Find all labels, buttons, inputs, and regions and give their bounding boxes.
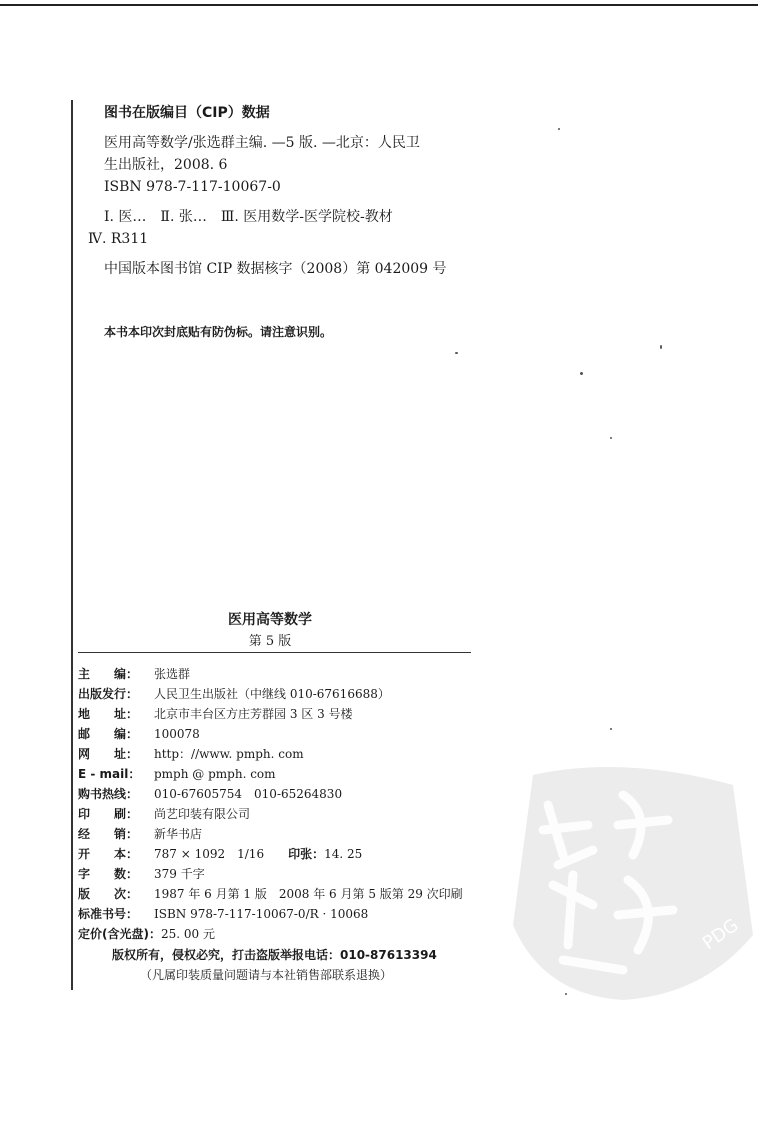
- info-label: 地 址：: [78, 707, 139, 721]
- info-row-distributor: [78, 824, 498, 844]
- returns-notice: （凡属印装质量问题请与本社销售部联系退换）: [140, 968, 393, 982]
- info-label: 购书热线：: [78, 787, 139, 801]
- info-value: 尚艺印装有限公司: [154, 807, 251, 821]
- info-value: 张选群: [154, 667, 191, 681]
- info-row-publisher: [78, 684, 498, 704]
- scan-speck: [610, 728, 612, 730]
- info-value: ISBN 978-7-117-10067-0/R · 10068: [154, 907, 369, 921]
- info-row-price: [78, 924, 498, 944]
- info-label: 出版发行：: [78, 687, 139, 701]
- info-value: 100078: [154, 727, 200, 741]
- info-value: 010-67605754 010-65264830: [154, 787, 343, 801]
- info-row-postcode: [78, 724, 498, 744]
- info-row-address: [78, 704, 498, 724]
- info-label: 版 次：: [78, 887, 139, 901]
- info-value: 25. 00 元: [160, 927, 215, 941]
- printed-sheets-label: 印张：: [288, 847, 325, 861]
- cip-title: 图书在版编目（CIP）数据: [104, 105, 270, 121]
- info-value: http：//www. pmph. com: [154, 747, 304, 761]
- info-value: 379 千字: [154, 867, 205, 881]
- printed-sheets-value: 14. 25: [324, 847, 363, 861]
- info-value: 新华书店: [154, 827, 203, 841]
- printed-sheets: [288, 844, 362, 864]
- info-row-printer: [78, 804, 498, 824]
- info-row-edition: [78, 884, 498, 904]
- scan-speck: [455, 352, 458, 354]
- info-row-isbn: [78, 904, 498, 924]
- pdg-watermark-text: PDG: [698, 914, 743, 955]
- cip-line-2: 生出版社，2008. 6: [104, 157, 228, 173]
- info-label: 定价(含光盘)：: [78, 927, 161, 941]
- info-value: 1987 年 6 月第 1 版 2008 年 6 月第 5 版第 29 次印刷: [154, 887, 463, 901]
- cip-line-1: 医用高等数学/张选群主编. —5 版. —北京：人民卫: [104, 135, 420, 151]
- cip-number: 中国版本图书馆 CIP 数据核字（2008）第 042009 号: [104, 261, 447, 277]
- cip-isbn: ISBN 978-7-117-10067-0: [104, 179, 281, 195]
- scan-speck: [558, 128, 560, 130]
- info-label: 经 销：: [78, 827, 139, 841]
- book-title: 医用高等数学: [228, 612, 312, 628]
- info-row-email: [78, 764, 498, 784]
- anti-counterfeit-notice: 本书本印次封底贴有防伪标。请注意识别。: [104, 325, 333, 339]
- info-label: 邮 编：: [78, 727, 139, 741]
- top-border-line: [0, 4, 758, 6]
- info-row-website: [78, 744, 498, 764]
- info-label: 开 本：: [78, 847, 139, 861]
- info-row-hotline: [78, 784, 498, 804]
- info-label: 字 数：: [78, 867, 139, 881]
- info-row-word-count: [78, 864, 498, 884]
- divider: [78, 652, 471, 653]
- info-label: E - mail：: [78, 767, 141, 781]
- scan-speck: [565, 993, 567, 995]
- book-edition: 第 5 版: [248, 634, 292, 649]
- copyright-notice: 版权所有，侵权必究，打击盗版举报电话：010-87613394: [112, 948, 437, 962]
- scan-speck: [660, 345, 662, 349]
- info-label: 标准书号：: [78, 907, 139, 921]
- info-value: 北京市丰台区方庄芳群园 3 区 3 号楼: [154, 707, 353, 721]
- info-label: 网 址：: [78, 747, 139, 761]
- scan-speck: [610, 437, 612, 439]
- info-value: pmph @ pmph. com: [154, 767, 276, 781]
- info-value: 787 × 1092 1/16: [154, 847, 265, 861]
- info-row-format: [78, 844, 498, 864]
- scan-speck: [580, 372, 583, 375]
- info-label: 主 编：: [78, 667, 139, 681]
- left-margin-line: [71, 100, 73, 990]
- info-label: 印 刷：: [78, 807, 139, 821]
- cip-classification: Ⅳ. R311: [88, 231, 149, 247]
- publication-info: [78, 664, 498, 944]
- cip-data-block: [88, 102, 504, 280]
- cip-subjects: Ⅰ. 医… Ⅱ. 张… Ⅲ. 医用数学-医学院校-教材: [104, 209, 393, 225]
- info-value: 人民卫生出版社（中继线 010-67616688）: [154, 687, 390, 701]
- seal-watermark: [503, 755, 758, 1005]
- info-row-editor: [78, 664, 498, 684]
